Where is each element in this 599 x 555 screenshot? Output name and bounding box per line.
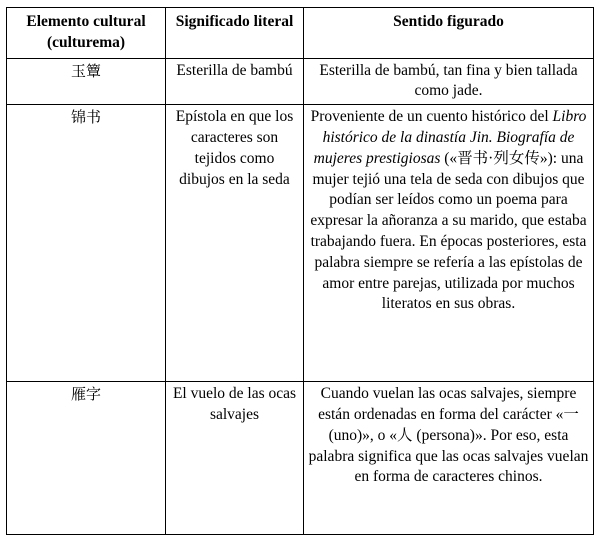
table-row	[7, 58, 594, 105]
table-row	[7, 105, 594, 382]
figurative-text-after: : una mujer tejió una tela de seda con dibujos que podían ser leídos como un poema para expresar la añoranza a su marido, que estaba trabajando fuera. En épocas posteriores, esta palabra siempre se refería a las epístolas de amor entre parejas, utilizada por muchos literatos en sus obras.	[310, 149, 587, 313]
cell-figurative: Cuando vuelan las ocas salvajes, siempre están ordenadas en forma del carácter «一 (uno)», o «人 (persona)». Por eso, esta palabra significa que las ocas salvajes vuelan en forma de caracteres chinos.	[304, 382, 594, 535]
cell-figurative	[304, 105, 594, 382]
header-element: Elemento cultural (culturema)	[7, 8, 166, 59]
header-row	[7, 8, 594, 59]
figurative-original-title: («晋书·列女传»)	[440, 149, 553, 167]
culturema-table	[6, 7, 594, 535]
cell-element: 锦书	[7, 105, 166, 382]
cell-literal: Esterilla de bambú	[166, 58, 304, 105]
cell-literal: El vuelo de las ocas salvajes	[166, 382, 304, 535]
header-literal: Significado literal	[166, 8, 304, 59]
cell-literal: Epístola en que los caracteres son tejidos como dibujos en la seda	[166, 105, 304, 382]
table-row	[7, 382, 594, 535]
figurative-book-title: Libro histórico de la dinastía Jin. Biografía de mujeres prestigiosas	[313, 108, 587, 167]
header-figurative: Sentido figurado	[304, 8, 594, 59]
figurative-text-before: Proveniente de un cuento histórico del	[310, 108, 553, 126]
cell-figurative: Esterilla de bambú, tan fina y bien tallada como jade.	[304, 58, 594, 105]
cell-element: 玉簟	[7, 58, 166, 105]
cell-element: 雁字	[7, 382, 166, 535]
